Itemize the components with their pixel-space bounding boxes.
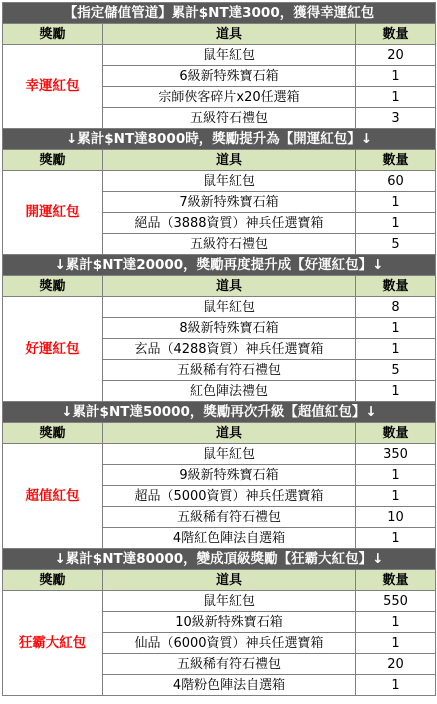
column-header-row	[3, 276, 436, 297]
qty-cell: 1	[356, 633, 436, 654]
table-row	[3, 45, 436, 66]
item-cell: 9級新特殊寶石箱	[103, 465, 356, 486]
reward-table	[2, 2, 436, 696]
header-reward: 獎勵	[3, 423, 103, 444]
header-qty: 數量	[356, 570, 436, 591]
item-cell: 8級新特殊寶石箱	[103, 318, 356, 339]
qty-cell: 1	[356, 612, 436, 633]
item-cell: 宗師俠客碎片x20任選箱	[103, 87, 356, 108]
qty-cell: 8	[356, 297, 436, 318]
qty-cell: 1	[356, 675, 436, 696]
item-cell: 鼠年紅包	[103, 591, 356, 612]
award-name: 開運紅包	[3, 171, 103, 255]
qty-cell: 350	[356, 444, 436, 465]
item-cell: 6級新特殊寶石箱	[103, 66, 356, 87]
qty-cell: 1	[356, 381, 436, 402]
item-cell: 絕品（3888資質）神兵任選寶箱	[103, 213, 356, 234]
item-cell: 10級新特殊寶石箱	[103, 612, 356, 633]
item-cell: 4階紅色陣法自選箱	[103, 528, 356, 549]
qty-cell: 550	[356, 591, 436, 612]
column-header-row	[3, 423, 436, 444]
qty-cell: 1	[356, 66, 436, 87]
item-cell: 仙品（6000資質）神兵任選寶箱	[103, 633, 356, 654]
item-cell: 鼠年紅包	[103, 171, 356, 192]
qty-cell: 10	[356, 507, 436, 528]
item-cell: 鼠年紅包	[103, 45, 356, 66]
item-cell: 鼠年紅包	[103, 444, 356, 465]
header-item: 道具	[103, 150, 356, 171]
section-banner: ↓累計$NT達20000，獎勵再度提升成【好運紅包】↓	[3, 255, 436, 276]
qty-cell: 20	[356, 45, 436, 66]
qty-cell: 1	[356, 318, 436, 339]
award-name: 好運紅包	[3, 297, 103, 402]
table-row	[3, 171, 436, 192]
item-cell: 五級符石禮包	[103, 108, 356, 129]
qty-cell: 5	[356, 360, 436, 381]
section-banner: ↓累計$NT達50000，獎勵再次升級【超值紅包】↓	[3, 402, 436, 423]
section-banner-row	[3, 129, 436, 150]
section-banner-row	[3, 402, 436, 423]
qty-cell: 20	[356, 654, 436, 675]
item-cell: 4階粉色陣法自選箱	[103, 675, 356, 696]
reward-table-body	[3, 3, 436, 696]
header-item: 道具	[103, 24, 356, 45]
header-qty: 數量	[356, 423, 436, 444]
column-header-row	[3, 24, 436, 45]
award-name: 幸運紅包	[3, 45, 103, 129]
qty-cell: 1	[356, 465, 436, 486]
qty-cell: 60	[356, 171, 436, 192]
column-header-row	[3, 570, 436, 591]
header-reward: 獎勵	[3, 150, 103, 171]
header-qty: 數量	[356, 24, 436, 45]
section-banner: ↓累計$NT達80000，變成頂級獎勵【狂霸大紅包】↓	[3, 549, 436, 570]
item-cell: 五級稀有符石禮包	[103, 360, 356, 381]
item-cell: 7級新特殊寶石箱	[103, 192, 356, 213]
qty-cell: 1	[356, 87, 436, 108]
qty-cell: 3	[356, 108, 436, 129]
qty-cell: 1	[356, 528, 436, 549]
table-row	[3, 444, 436, 465]
qty-cell: 1	[356, 192, 436, 213]
section-banner: 【指定儲值管道】累計$NT達3000，獲得幸運紅包	[3, 3, 436, 24]
award-name: 超值紅包	[3, 444, 103, 549]
qty-cell: 1	[356, 213, 436, 234]
qty-cell: 5	[356, 234, 436, 255]
table-row	[3, 297, 436, 318]
award-name: 狂霸大紅包	[3, 591, 103, 696]
qty-cell: 1	[356, 486, 436, 507]
header-qty: 數量	[356, 276, 436, 297]
section-banner-row	[3, 255, 436, 276]
header-reward: 獎勵	[3, 24, 103, 45]
header-reward: 獎勵	[3, 276, 103, 297]
qty-cell: 1	[356, 339, 436, 360]
section-banner: ↓累計$NT達8000時，獎勵提升為【開運紅包】↓	[3, 129, 436, 150]
header-item: 道具	[103, 276, 356, 297]
section-banner-row	[3, 3, 436, 24]
item-cell: 紅色陣法禮包	[103, 381, 356, 402]
header-qty: 數量	[356, 150, 436, 171]
item-cell: 玄品（4288資質）神兵任選寶箱	[103, 339, 356, 360]
table-row	[3, 591, 436, 612]
item-cell: 五級稀有符石禮包	[103, 654, 356, 675]
header-item: 道具	[103, 570, 356, 591]
item-cell: 超品（5000資質）神兵任選寶箱	[103, 486, 356, 507]
section-banner-row	[3, 549, 436, 570]
item-cell: 五級稀有符石禮包	[103, 507, 356, 528]
header-reward: 獎勵	[3, 570, 103, 591]
item-cell: 五級符石禮包	[103, 234, 356, 255]
header-item: 道具	[103, 423, 356, 444]
item-cell: 鼠年紅包	[103, 297, 356, 318]
column-header-row	[3, 150, 436, 171]
